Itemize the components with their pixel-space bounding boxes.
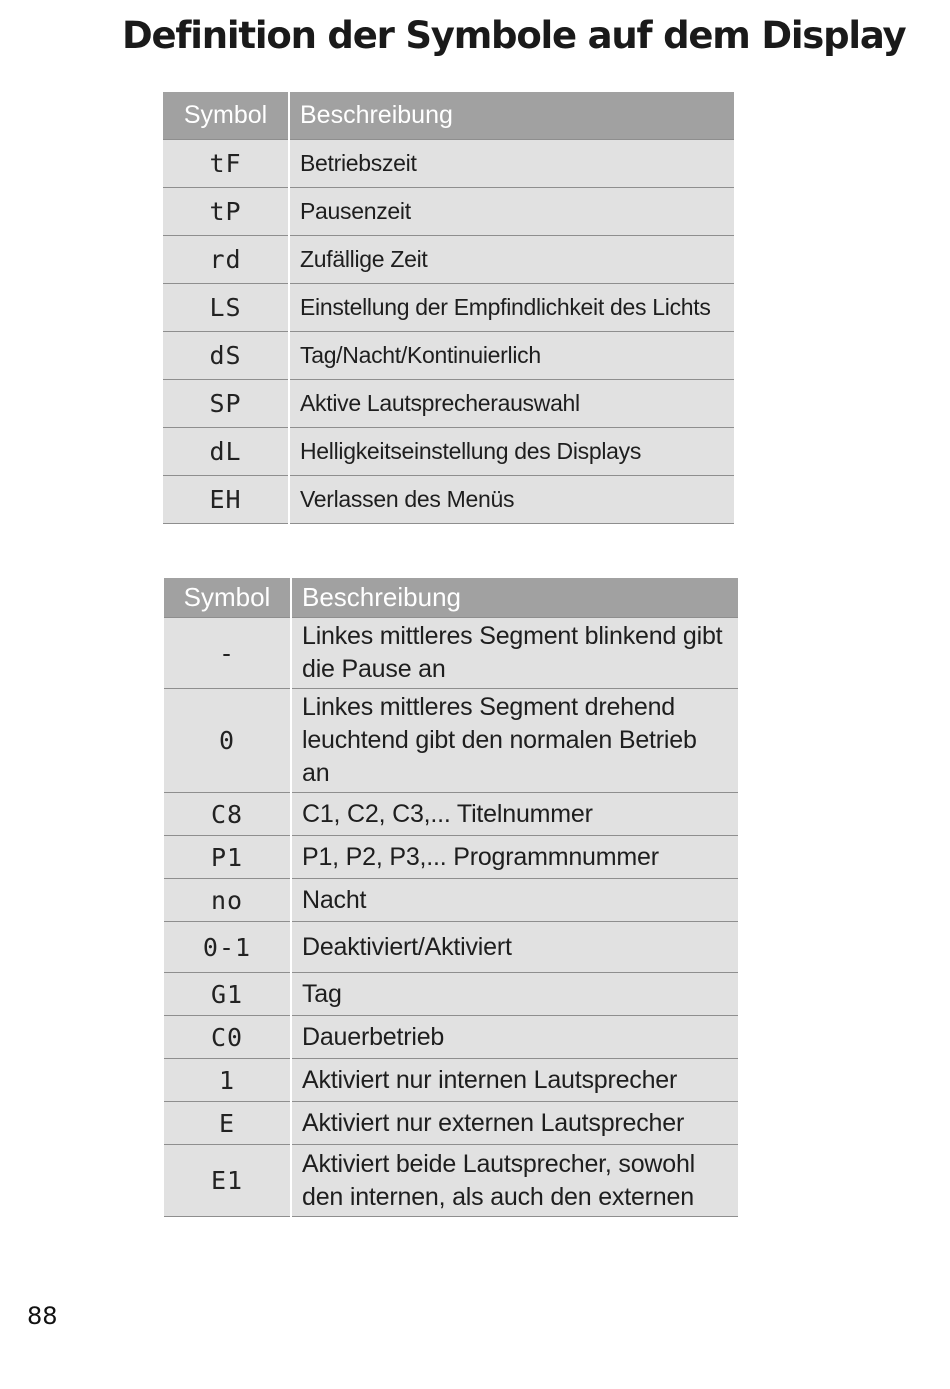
display-symbol: EH <box>163 476 289 524</box>
display-symbol: P1 <box>164 836 291 879</box>
display-symbol: E <box>164 1102 291 1145</box>
table-body <box>164 618 738 1217</box>
symbol-description: Zufällige Zeit <box>289 236 734 284</box>
symbol-description: Tag <box>291 973 738 1016</box>
display-symbol: G1 <box>164 973 291 1016</box>
symbol-description: Aktiviert nur externen Lautsprecher <box>291 1102 738 1145</box>
table-row <box>163 380 734 428</box>
symbol-column-header: Symbol <box>163 92 289 140</box>
page-number: 88 <box>27 1302 58 1330</box>
table-row <box>163 284 734 332</box>
symbol-description: Betriebszeit <box>289 140 734 188</box>
symbol-description: C1, C2, C3,... Titelnummer <box>291 793 738 836</box>
table-header-row <box>164 578 738 618</box>
display-symbol: SP <box>163 380 289 428</box>
description-column-header: Beschreibung <box>291 578 738 618</box>
display-symbol: C0 <box>164 1016 291 1059</box>
symbol-description: Aktive Lautsprecherauswahl <box>289 380 734 428</box>
display-symbol: C8 <box>164 793 291 836</box>
display-symbol: 0 <box>164 689 291 793</box>
table-row <box>164 973 738 1016</box>
table-row <box>164 1102 738 1145</box>
symbol-description: Linkes mittleres Segment drehend leuchtend gibt den normalen Betrieb an <box>291 689 738 793</box>
symbol-description: Helligkeitseinstellung des Displays <box>289 428 734 476</box>
table-row <box>163 332 734 380</box>
display-symbol: tF <box>163 140 289 188</box>
symbol-table-menu <box>163 92 734 524</box>
display-symbol: dS <box>163 332 289 380</box>
symbol-column-header: Symbol <box>164 578 291 618</box>
display-symbol: rd <box>163 236 289 284</box>
table-row <box>163 428 734 476</box>
display-symbol: 0-1 <box>164 922 291 973</box>
symbol-description: Deaktiviert/Aktiviert <box>291 922 738 973</box>
symbol-description: Aktiviert beide Lautsprecher, sowohl den internen, als auch den externen <box>291 1145 738 1217</box>
display-symbol: - <box>164 618 291 689</box>
display-symbol: tP <box>163 188 289 236</box>
symbol-description: Nacht <box>291 879 738 922</box>
table-row <box>163 188 734 236</box>
symbol-description: Pausenzeit <box>289 188 734 236</box>
display-symbol: E1 <box>164 1145 291 1217</box>
table-row <box>163 236 734 284</box>
table-row <box>164 689 738 793</box>
symbol-description: Linkes mittleres Segment blinkend gibt die Pause an <box>291 618 738 689</box>
table-row <box>164 1059 738 1102</box>
table-row <box>164 618 738 689</box>
table-row <box>163 476 734 524</box>
display-symbol: 1 <box>164 1059 291 1102</box>
table-row <box>164 836 738 879</box>
table-row <box>164 793 738 836</box>
display-symbol: no <box>164 879 291 922</box>
table-row <box>164 1016 738 1059</box>
description-column-header: Beschreibung <box>289 92 734 140</box>
symbol-description: Aktiviert nur internen Lautsprecher <box>291 1059 738 1102</box>
table-row <box>164 922 738 973</box>
symbol-description: Tag/Nacht/Kontinuierlich <box>289 332 734 380</box>
symbol-table-status <box>164 578 738 1217</box>
display-symbol: dL <box>163 428 289 476</box>
page-title: Definition der Symbole auf dem Display <box>122 14 906 57</box>
table-row <box>164 1145 738 1217</box>
table-row <box>164 879 738 922</box>
table-body <box>163 140 734 524</box>
table-row <box>163 140 734 188</box>
symbol-description: Verlassen des Menüs <box>289 476 734 524</box>
symbol-description: P1, P2, P3,... Programmnummer <box>291 836 738 879</box>
table-header-row <box>163 92 734 140</box>
display-symbol: LS <box>163 284 289 332</box>
symbol-description: Dauerbetrieb <box>291 1016 738 1059</box>
symbol-description: Einstellung der Empfindlichkeit des Lichts <box>289 284 734 332</box>
